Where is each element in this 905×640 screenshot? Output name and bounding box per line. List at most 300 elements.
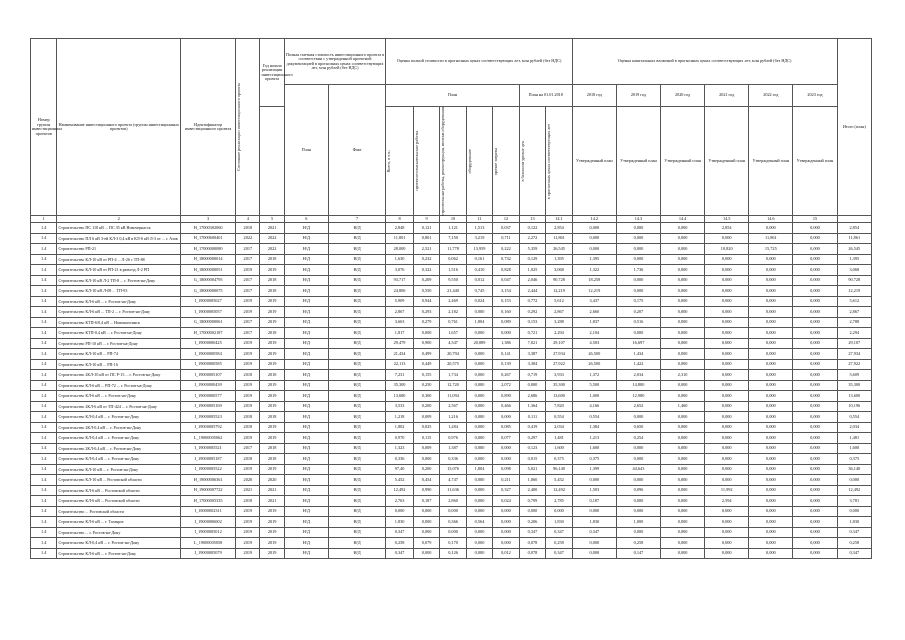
value-cell: 0,000 (793, 359, 837, 370)
value-cell: 1,804 (466, 317, 492, 328)
value-cell: 0,000 (749, 475, 793, 486)
project-id-cell: I_19000005187 (181, 454, 236, 465)
value-cell: 0,012 (466, 275, 492, 286)
value-cell: 1,630 (386, 254, 414, 265)
project-name-cell: Строительство КТП-6/0,4 кВ ... Новошахтинск (57, 317, 181, 328)
year-start-cell: 2019 (260, 265, 284, 276)
value-cell: 0,828 (493, 265, 519, 276)
cost-fact-cell: Н/Д (328, 338, 385, 349)
value-cell: 0,976 (440, 433, 466, 444)
value-cell: 0,000 (749, 496, 793, 507)
cost-plan-cell: Н/Д (284, 349, 328, 360)
approved-2023: Утвержденный план (793, 107, 837, 216)
value-cell: 1,121 (440, 223, 466, 234)
project-id-cell: H_17000005335 (181, 496, 236, 507)
stage-cell: 2018 (236, 454, 260, 465)
value-cell: 0,000 (661, 265, 705, 276)
stage-cell: 2019 (236, 380, 260, 391)
value-cell: 0,122 (519, 223, 545, 234)
project-name-cell: Строительство КЛ-6 кВ ... ТП-2 ... г. Ростов-на-Дону (57, 307, 181, 318)
value-cell: 0,297 (519, 433, 545, 444)
value-cell: 35,300 (546, 380, 573, 391)
column-number: 7 (328, 216, 385, 223)
stage-cell: 2019 (236, 349, 260, 360)
project-id-cell: H_17000302060 (181, 223, 236, 234)
stage-cell: 2019 (236, 506, 260, 517)
value-cell: 1,395 (546, 254, 573, 265)
group-cell: 1.4 (31, 380, 57, 391)
column-number: 8 (386, 216, 414, 223)
value-cell: 2,294 (546, 328, 573, 339)
value-cell: 1,364 (519, 401, 545, 412)
value-cell: 29,107 (546, 338, 573, 349)
value-cell: 0,079 (413, 538, 439, 549)
value-cell: 0,347 (837, 548, 871, 559)
value-cell: 0,000 (837, 506, 871, 517)
year-2023: 2023 год (793, 85, 837, 107)
value-cell: 0,000 (705, 233, 749, 244)
value-cell: 35,300 (386, 380, 414, 391)
value-cell: 0,000 (705, 527, 749, 538)
value-cell: 0,000 (661, 359, 705, 370)
value-cell: 27,934 (837, 349, 871, 360)
value-cell: 2,848 (386, 223, 414, 234)
table-row (31, 244, 872, 255)
project-id-cell: I_19000005107 (181, 370, 236, 381)
value-cell: 22,113 (386, 359, 414, 370)
value-cell: 0,970 (386, 433, 414, 444)
cost-fact-cell: Н/Д (328, 391, 385, 402)
value-cell: 3,219 (466, 233, 492, 244)
value-cell: 0,000 (749, 464, 793, 475)
value-cell: 1,284 (440, 422, 466, 433)
value-cell: 11,801 (386, 233, 414, 244)
value-cell: 0,077 (493, 433, 519, 444)
value-cell: 0,000 (493, 506, 519, 517)
value-cell: 0,000 (493, 538, 519, 549)
value-cell: 3,437 (572, 296, 616, 307)
value-cell: 0,000 (793, 317, 837, 328)
value-cell: 1,830 (837, 517, 871, 528)
value-cell: 0,375 (546, 454, 573, 465)
project-id-cell: H_19000006361 (181, 475, 236, 486)
value-cell: 0,000 (793, 328, 837, 339)
value-cell: 90,728 (837, 275, 871, 286)
value-cell: 4,747 (440, 475, 466, 486)
value-cell: 0,000 (749, 254, 793, 265)
project-name-cell: Строительство КЛ-6 кВ ... г. Ростов-на-Дону (57, 391, 181, 402)
value-cell: 1,000 (616, 517, 660, 528)
value-cell: 11,778 (440, 244, 466, 255)
value-cell: 12,492 (386, 485, 414, 496)
value-cell: 2,686 (519, 391, 545, 402)
value-cell: 0,000 (616, 412, 660, 423)
value-cell: 15,076 (440, 464, 466, 475)
value-cell: 0,000 (793, 517, 837, 528)
value-cell: 0,025 (413, 422, 439, 433)
value-cell: 1,323 (386, 443, 414, 454)
stage-cell: 2019 (236, 548, 260, 559)
cost-plan-cell: Н/Д (284, 328, 328, 339)
value-cell: 12,219 (572, 286, 616, 297)
value-cell: 0,279 (413, 317, 439, 328)
value-cell: 0,000 (661, 349, 705, 360)
value-cell: 0,000 (661, 412, 705, 423)
project-id-cell: H_17000600401 (181, 233, 236, 244)
column-number: 2 (57, 216, 181, 223)
approved-2022: Утвержденный план (749, 107, 793, 216)
value-cell: 0,153 (519, 317, 545, 328)
value-cell: 0,250 (413, 380, 439, 391)
value-cell: 0,170 (440, 538, 466, 549)
value-cell: 0,000 (466, 349, 492, 360)
column-number: 13 (519, 216, 545, 223)
value-cell: 2,310 (661, 370, 705, 381)
value-cell: 0,000 (466, 412, 492, 423)
value-cell: 0,719 (519, 370, 545, 381)
value-cell: 0,000 (705, 422, 749, 433)
value-cell: 0,000 (661, 328, 705, 339)
value-cell: 0,000 (705, 443, 749, 454)
value-cell: 11,636 (440, 485, 466, 496)
project-id-cell: I_19000000585 (181, 359, 236, 370)
value-cell: 0,000 (661, 443, 705, 454)
value-cell: 1,060 (519, 475, 545, 486)
project-name-cell: Строительство КЛ-6 кВ ... РП-72 ... г. Ростов-на-Дону (57, 380, 181, 391)
value-cell: 0,000 (466, 548, 492, 559)
project-id-cell: G_18000004795 (181, 275, 236, 286)
cost-plan-cell: Н/Д (284, 359, 328, 370)
value-cell: 0,254 (616, 433, 660, 444)
value-cell: 0,037 (493, 223, 519, 234)
value-cell: 1,372 (572, 370, 616, 381)
value-cell: 12,492 (546, 485, 573, 496)
year-2020: 2020 год (661, 85, 705, 107)
value-cell: 0,000 (466, 307, 492, 318)
value-cell: 5,452 (546, 475, 573, 486)
value-cell: 0,000 (661, 391, 705, 402)
value-cell: 0,000 (749, 296, 793, 307)
year-start-cell: 2018 (260, 454, 284, 465)
value-cell: 26,500 (572, 359, 616, 370)
stage-cell: 2018 (236, 422, 260, 433)
value-cell: 0,650 (616, 422, 660, 433)
value-cell: 0,000 (413, 328, 439, 339)
value-cell: 0,336 (386, 454, 414, 465)
value-cell: 1,481 (837, 433, 871, 444)
value-cell: 1,387 (440, 443, 466, 454)
value-cell: 36,140 (837, 464, 871, 475)
year-start-cell: 2021 (260, 485, 284, 496)
value-cell: 2,104 (572, 328, 616, 339)
col-est-design: проектно-изыскательские работы (413, 107, 439, 216)
value-cell: 0,292 (519, 307, 545, 318)
cost-fact-cell: Н/Д (328, 328, 385, 339)
table-row (31, 254, 872, 265)
project-name-cell: Строительство КЛ-10 кВ ... Ростовской области (57, 475, 181, 486)
cost-plan-cell: Н/Д (284, 517, 328, 528)
value-cell: 0,419 (519, 422, 545, 433)
value-cell: 0,000 (572, 223, 616, 234)
project-id-cell: I_19000000425 (181, 338, 236, 349)
value-cell: 2,521 (413, 244, 439, 255)
project-id-cell: I_19000000577 (181, 391, 236, 402)
value-cell: 1,830 (546, 517, 573, 528)
cost-fact-cell: Н/Д (328, 485, 385, 496)
cost-plan-cell: Н/Д (284, 527, 328, 538)
cost-fact-cell: Н/Д (328, 548, 385, 559)
value-cell: 0,000 (466, 328, 492, 339)
value-cell: 0,000 (519, 380, 545, 391)
value-cell: 0,990 (413, 485, 439, 496)
value-cell: 0,000 (749, 506, 793, 517)
value-cell: 0,267 (493, 370, 519, 381)
table-row (31, 422, 872, 433)
value-cell: 0,000 (749, 548, 793, 559)
column-number: 5 (260, 216, 284, 223)
value-cell: 0,322 (413, 265, 439, 276)
value-cell: 5,359 (519, 244, 545, 255)
value-cell: 0,449 (413, 359, 439, 370)
value-cell: 0,000 (440, 527, 466, 538)
value-cell: 0,000 (793, 433, 837, 444)
group-cell: 1.4 (31, 454, 57, 465)
cost-plan-cell: Н/Д (284, 422, 328, 433)
cost-plan-cell: Н/Д (284, 443, 328, 454)
stage-cell: 2017 (236, 286, 260, 297)
column-number: 15 (793, 216, 837, 223)
group-cell: 1.4 (31, 548, 57, 559)
value-cell: 0,000 (493, 328, 519, 339)
value-cell: 0,000 (661, 275, 705, 286)
value-cell: 28,000 (386, 244, 414, 255)
value-cell: 1,460 (661, 401, 705, 412)
value-cell: 0,000 (705, 391, 749, 402)
value-cell: 0,000 (616, 286, 660, 297)
value-cell: 0,000 (661, 454, 705, 465)
value-cell: 0,000 (793, 412, 837, 423)
value-cell: 0,732 (493, 254, 519, 265)
value-cell: 0,115 (413, 433, 439, 444)
value-cell: 0,160 (493, 307, 519, 318)
year-start-cell: 2018 (260, 443, 284, 454)
group-cell: 1.4 (31, 328, 57, 339)
value-cell: 0,000 (661, 286, 705, 297)
value-cell: 2,469 (440, 296, 466, 307)
value-cell: 0,000 (661, 244, 705, 255)
value-cell: 0,745 (466, 286, 492, 297)
value-cell: 0,336 (440, 454, 466, 465)
project-name-cell: Строительство КЛ-6 кВ ... г. Таганрог (57, 517, 181, 528)
value-cell: 20,794 (440, 349, 466, 360)
value-cell: 0,347 (546, 548, 573, 559)
value-cell: 0,000 (466, 454, 492, 465)
value-cell: 0,000 (661, 422, 705, 433)
project-name-cell: Строительство КЛ-6 кВ ... Ростовской области (57, 485, 181, 496)
value-cell: 0,000 (705, 296, 749, 307)
value-cell: 2,072 (493, 380, 519, 391)
year-start-cell: 2018 (260, 328, 284, 339)
cost-fact-cell: Н/Д (328, 527, 385, 538)
cost-fact-cell: Н/Д (328, 475, 385, 486)
value-cell: 0,000 (749, 349, 793, 360)
value-cell: 0,000 (466, 443, 492, 454)
value-cell: 0,293 (413, 307, 439, 318)
value-cell: 0,000 (466, 527, 492, 538)
column-number: 14.4 (661, 216, 705, 223)
value-cell: 26,545 (546, 244, 573, 255)
table-row (31, 233, 872, 244)
value-cell: 0,410 (466, 265, 492, 276)
value-cell: 0,000 (749, 527, 793, 538)
stage-cell: 2018 (236, 412, 260, 423)
year-2022: 2022 год (749, 85, 793, 107)
value-cell: 0,000 (793, 244, 837, 255)
value-cell: 11,094 (440, 391, 466, 402)
value-cell: 0,000 (793, 349, 837, 360)
table-row (31, 475, 872, 486)
value-cell: 5,609 (837, 370, 871, 381)
project-id-cell: H_17000000080 (181, 244, 236, 255)
project-name-cell: Строительство РП-21 (57, 244, 181, 255)
cost-fact-cell: Н/Д (328, 443, 385, 454)
value-cell: 0,000 (749, 380, 793, 391)
value-cell: 27,922 (837, 359, 871, 370)
year-start-cell: 2019 (260, 422, 284, 433)
column-number: 3 (181, 216, 236, 223)
value-cell: 1,000 (572, 391, 616, 402)
value-cell: 0,000 (661, 464, 705, 475)
value-cell: 0,000 (386, 506, 414, 517)
col-est-equipment: оборудование (466, 107, 492, 216)
cost-plan-cell: Н/Д (284, 496, 328, 507)
group-cell: 1.4 (31, 254, 57, 265)
value-cell: 0,000 (749, 328, 793, 339)
value-cell: 0,000 (793, 506, 837, 517)
col-finance-block: Оценка капитальных вложений в прогнозных ценах соответствующих лет, млн рублей (без НДС) (572, 39, 837, 85)
value-cell: 0,347 (386, 527, 414, 538)
value-cell: 0,000 (661, 548, 705, 559)
value-cell: 3,533 (386, 401, 414, 412)
value-cell: 0,012 (493, 548, 519, 559)
stage-cell: 2019 (236, 527, 260, 538)
project-name-cell: Строительство КЛ-10 кВ от РП-21 в разъезд Л-2 РП (57, 265, 181, 276)
group-cell: 1.4 (31, 496, 57, 507)
value-cell: 0,000 (793, 475, 837, 486)
value-cell: 12,219 (837, 286, 871, 297)
project-name-cell: Строительство ПС 110 кВ ... ПС 35 кВ Новочеркасск (57, 223, 181, 234)
col-estimate-block: Оценка полной стоимости в прогнозных ценах соответствующих лет, млн рублей (без НДС) (386, 39, 573, 85)
value-cell: 3,076 (386, 265, 414, 276)
project-name-cell: Строительство ... г. Ростов-на-Дону (57, 527, 181, 538)
value-cell: 11,861 (546, 233, 573, 244)
value-cell: 0,000 (705, 538, 749, 549)
group-cell: 1.4 (31, 391, 57, 402)
value-cell: 0,111 (519, 412, 545, 423)
table-row (31, 265, 872, 276)
group-cell: 1.4 (31, 307, 57, 318)
value-cell: 0,347 (519, 527, 545, 538)
year-start-cell: 2019 (260, 338, 284, 349)
value-cell: 97,40 (386, 464, 414, 475)
value-cell: 0,258 (386, 538, 414, 549)
cost-fact-cell: Н/Д (328, 517, 385, 528)
cost-plan-cell: Н/Д (284, 401, 328, 412)
year-start-cell: 2019 (260, 317, 284, 328)
group-cell: 1.4 (31, 443, 57, 454)
project-id-cell: I_19000005522 (181, 464, 236, 475)
group-cell: 1.4 (31, 338, 57, 349)
value-cell: 0,000 (661, 496, 705, 507)
column-number: 6 (284, 216, 328, 223)
project-name-cell: Строительство ... Ростовской области (57, 506, 181, 517)
value-cell: 0,258 (616, 538, 660, 549)
value-cell: 0,000 (749, 412, 793, 423)
stage-cell: 2020 (236, 475, 260, 486)
project-name-cell: Строительство КЛ-0,4 кВ ... г. Ростов-на-Дону (57, 412, 181, 423)
value-cell: 2,854 (837, 223, 871, 234)
value-cell: 2,567 (440, 401, 466, 412)
project-name-cell: Строительство КЛ-10 кВ ... РП-16 (57, 359, 181, 370)
group-cell: 1.4 (31, 244, 57, 255)
value-cell: 1,513 (466, 223, 492, 234)
project-name-cell: Строительство 2КЛ-0,4 кВ ... г. Ростов-на-Дону (57, 443, 181, 454)
value-cell: 0,139 (493, 359, 519, 370)
value-cell: 0,000 (705, 475, 749, 486)
project-id-cell: I_19000005169 (181, 401, 236, 412)
value-cell: 0,000 (793, 454, 837, 465)
value-cell: 0,000 (661, 485, 705, 496)
value-cell: 0,890 (493, 391, 519, 402)
year-start-cell: 2019 (260, 548, 284, 559)
value-cell: 0,211 (493, 475, 519, 486)
cost-plan-cell: Н/Д (284, 317, 328, 328)
value-cell: 0,000 (793, 233, 837, 244)
project-name-cell: Строительство КЛ-10 кВ ... РП-74 (57, 349, 181, 360)
value-cell: 0,347 (572, 527, 616, 538)
value-cell: 10,196 (837, 401, 871, 412)
value-cell: 0,000 (749, 265, 793, 276)
value-cell: 0,000 (793, 223, 837, 234)
cost-fact-cell: Н/Д (328, 275, 385, 286)
value-cell: 1,322 (572, 265, 616, 276)
value-cell: 13,680 (386, 391, 414, 402)
value-cell: 0,347 (837, 527, 871, 538)
value-cell: 7,150 (440, 233, 466, 244)
cost-fact-cell: Н/Д (328, 496, 385, 507)
group-cell: 1.4 (31, 265, 57, 276)
year-start-cell: 2019 (260, 380, 284, 391)
project-id-cell: I_19000005521 (181, 443, 236, 454)
value-cell: 0,000 (616, 254, 660, 265)
cost-fact-cell: Н/Д (328, 359, 385, 370)
year-start-cell: 2019 (260, 359, 284, 370)
value-cell: 0,000 (793, 265, 837, 276)
cost-fact-cell: Н/Д (328, 349, 385, 360)
value-cell: 0,000 (661, 433, 705, 444)
value-cell: 12,219 (546, 286, 573, 297)
value-cell: 1,736 (616, 265, 660, 276)
table-row (31, 286, 872, 297)
value-cell: 0,000 (466, 380, 492, 391)
year-start-cell: 2019 (260, 349, 284, 360)
value-cell: 0,000 (749, 538, 793, 549)
table-row (31, 296, 872, 307)
column-number: 9 (413, 216, 439, 223)
value-cell: 1,817 (386, 328, 414, 339)
value-cell: 2,444 (519, 286, 545, 297)
value-cell: 0,000 (705, 328, 749, 339)
